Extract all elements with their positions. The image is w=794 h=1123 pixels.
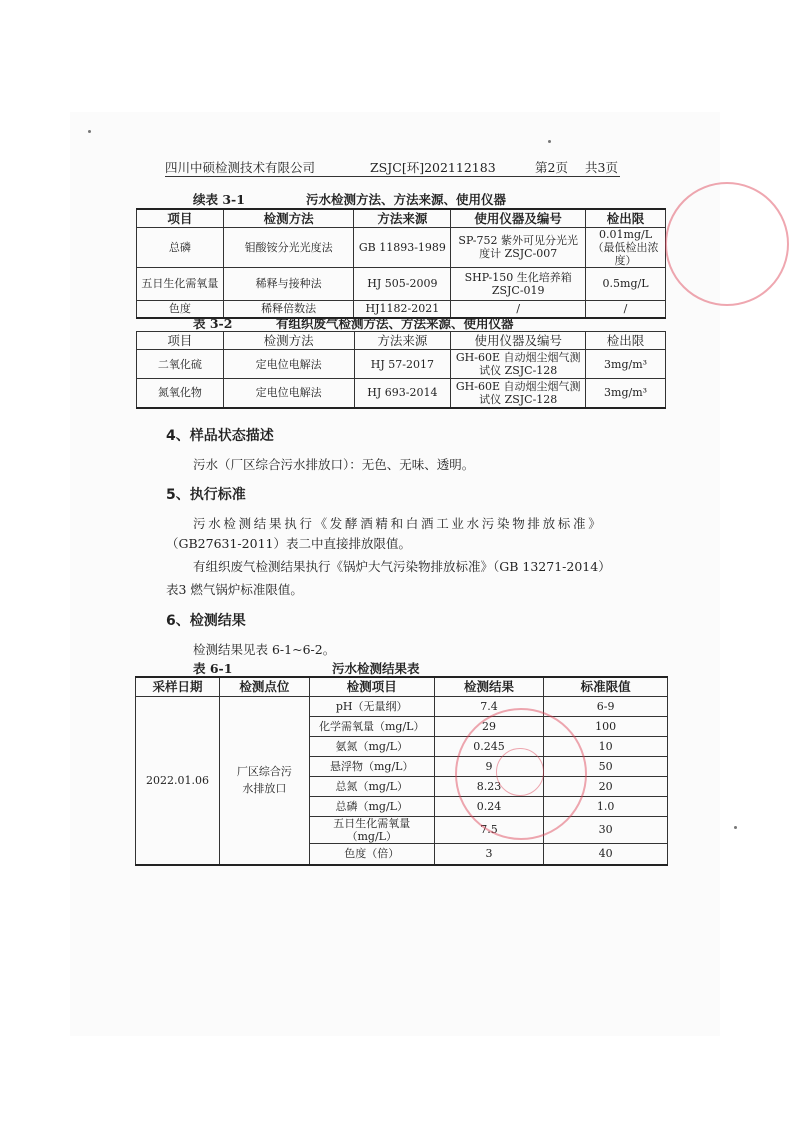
table3-caption-no: 表 6-1 <box>193 661 233 676</box>
table-row <box>137 379 666 408</box>
table-cell: 20 <box>544 776 668 796</box>
scan-mark <box>548 140 551 143</box>
table-cell: SP-752 紫外可见分光光度计 ZSJC-007 <box>451 227 586 267</box>
header-cell: 项目 <box>137 332 224 350</box>
table-cell: GH-60E 自动烟尘烟气测试仪 ZSJC-128 <box>451 379 586 408</box>
table-cell: 6-9 <box>544 696 668 716</box>
header-cell: 检测方法 <box>223 209 354 227</box>
table-cell: HJ 505-2009 <box>354 267 451 300</box>
table-cell: 40 <box>544 843 668 865</box>
method-table-exhaust <box>136 331 666 409</box>
table-cell: 总磷（mg/L） <box>309 796 434 816</box>
table-cell: HJ 693-2014 <box>354 379 451 408</box>
table-cell: HJ1182-2021 <box>354 300 451 318</box>
table-cell: 氮氧化物 <box>137 379 224 408</box>
table-cell: GB 11893-1989 <box>354 227 451 267</box>
table-cell: 30 <box>544 816 668 843</box>
table1-caption-no: 续表 3-1 <box>193 192 245 207</box>
table-cell: GH-60E 自动烟尘烟气测试仪 ZSJC-128 <box>451 350 586 379</box>
table-cell: 100 <box>544 716 668 736</box>
table-cell: 0.24 <box>434 796 544 816</box>
table-cell: 悬浮物（mg/L） <box>309 756 434 776</box>
header-cell: 检测点位 <box>219 677 309 696</box>
table-header-row <box>137 209 666 227</box>
header-cell: 方法来源 <box>354 332 451 350</box>
table2-caption-title: 有组织废气检测方法、方法来源、使用仪器 <box>276 316 514 331</box>
header-cell: 检测方法 <box>223 332 354 350</box>
section5-paragraph1: 污水检测结果执行《发酵酒精和白酒工业水污染物排放标准》 <box>193 516 604 531</box>
section5-paragraph1-cont: （GB27631-2011）表二中直接排放限值。 <box>166 536 411 551</box>
table-header-row <box>136 677 668 696</box>
table-cell: 色度 <box>137 300 224 318</box>
sample-location-cell <box>219 696 309 865</box>
table-cell: 稀释与接种法 <box>223 267 354 300</box>
table-cell: HJ 57-2017 <box>354 350 451 379</box>
table-cell: 二氧化硫 <box>137 350 224 379</box>
sample-date-cell: 2022.01.06 <box>136 696 220 865</box>
header-cell: 使用仪器及编号 <box>451 332 586 350</box>
scan-mark <box>88 130 91 133</box>
table3-caption-title: 污水检测结果表 <box>332 661 420 676</box>
table-cell: 定电位电解法 <box>223 379 354 408</box>
scan-mark <box>734 826 737 829</box>
table-cell: 定电位电解法 <box>223 350 354 379</box>
table-cell: / <box>451 300 586 318</box>
section6-title: 6、检测结果 <box>166 613 246 629</box>
page-total: 共3页 <box>585 160 618 175</box>
sample-location-text: 厂区综合污水排放口 <box>236 765 292 796</box>
report-number: ZSJC[环]202112183 <box>370 160 496 175</box>
table-cell: 总磷 <box>137 227 224 267</box>
page-header <box>165 158 620 177</box>
table-row <box>137 227 666 267</box>
table-header-row <box>137 332 666 350</box>
section5-title: 5、执行标准 <box>166 487 246 503</box>
table1-caption-title: 污水检测方法、方法来源、使用仪器 <box>306 192 507 207</box>
table-cell: / <box>586 300 666 318</box>
table2-caption-no: 表 3-2 <box>193 316 233 331</box>
table-cell: 1.0 <box>544 796 668 816</box>
table-cell: 7.4 <box>434 696 544 716</box>
table-cell: 7.5 <box>434 816 544 843</box>
section5-paragraph2-cont: 表3 燃气锅炉标准限值。 <box>166 582 303 597</box>
method-table-wastewater <box>136 208 666 319</box>
table-cell: 氨氮（mg/L） <box>309 736 434 756</box>
table-cell: 五日生化需氧量 <box>137 267 224 300</box>
table-cell: 3mg/m³ <box>586 350 666 379</box>
table-cell: 钼酸铵分光光度法 <box>223 227 354 267</box>
section5-paragraph2: 有组织废气检测结果执行《锅炉大气污染物排放标准》（GB 13271-2014） <box>193 559 611 574</box>
seal-inner-ring <box>496 748 544 796</box>
table-cell: 稀释倍数法 <box>223 300 354 318</box>
table-cell: 0.01mg/L（最低检出浓度） <box>586 227 666 267</box>
header-cell: 检测结果 <box>434 677 544 696</box>
table-cell: 色度（倍） <box>309 843 434 865</box>
table-cell: pH（无量纲） <box>309 696 434 716</box>
section4-text: 污水（厂区综合污水排放口）：无色、无味、透明。 <box>193 457 475 472</box>
table-cell: 3mg/m³ <box>586 379 666 408</box>
header-cell: 检测项目 <box>309 677 434 696</box>
company-name: 四川中硕检测技术有限公司 <box>165 160 316 175</box>
header-cell: 检出限 <box>586 209 666 227</box>
table-row <box>137 350 666 379</box>
table-cell: 五日生化需氧量（mg/L） <box>309 816 434 843</box>
edge-seal-stamp <box>665 182 789 306</box>
page-number: 第2页 <box>535 160 568 175</box>
table-cell: 9 <box>434 756 544 776</box>
header-cell: 采样日期 <box>136 677 220 696</box>
section4-title: 4、样品状态描述 <box>166 428 274 444</box>
table-cell: 0.5mg/L <box>586 267 666 300</box>
table-cell: SHP-150 生化培养箱 ZSJC-019 <box>451 267 586 300</box>
table-cell: 29 <box>434 716 544 736</box>
table-row <box>136 696 668 716</box>
table-cell: 化学需氧量（mg/L） <box>309 716 434 736</box>
table-cell: 3 <box>434 843 544 865</box>
wastewater-results-table <box>135 676 668 866</box>
table-cell: 8.23 <box>434 776 544 796</box>
table-cell: 0.245 <box>434 736 544 756</box>
header-cell: 使用仪器及编号 <box>451 209 586 227</box>
header-cell: 方法来源 <box>354 209 451 227</box>
header-cell: 检出限 <box>586 332 666 350</box>
table-cell: 50 <box>544 756 668 776</box>
table-row <box>137 267 666 300</box>
header-cell: 标准限值 <box>544 677 668 696</box>
table-cell: 10 <box>544 736 668 756</box>
section6-text: 检测结果见表 6-1~6-2。 <box>193 642 336 657</box>
header-cell: 项目 <box>137 209 224 227</box>
table-cell: 总氮（mg/L） <box>309 776 434 796</box>
